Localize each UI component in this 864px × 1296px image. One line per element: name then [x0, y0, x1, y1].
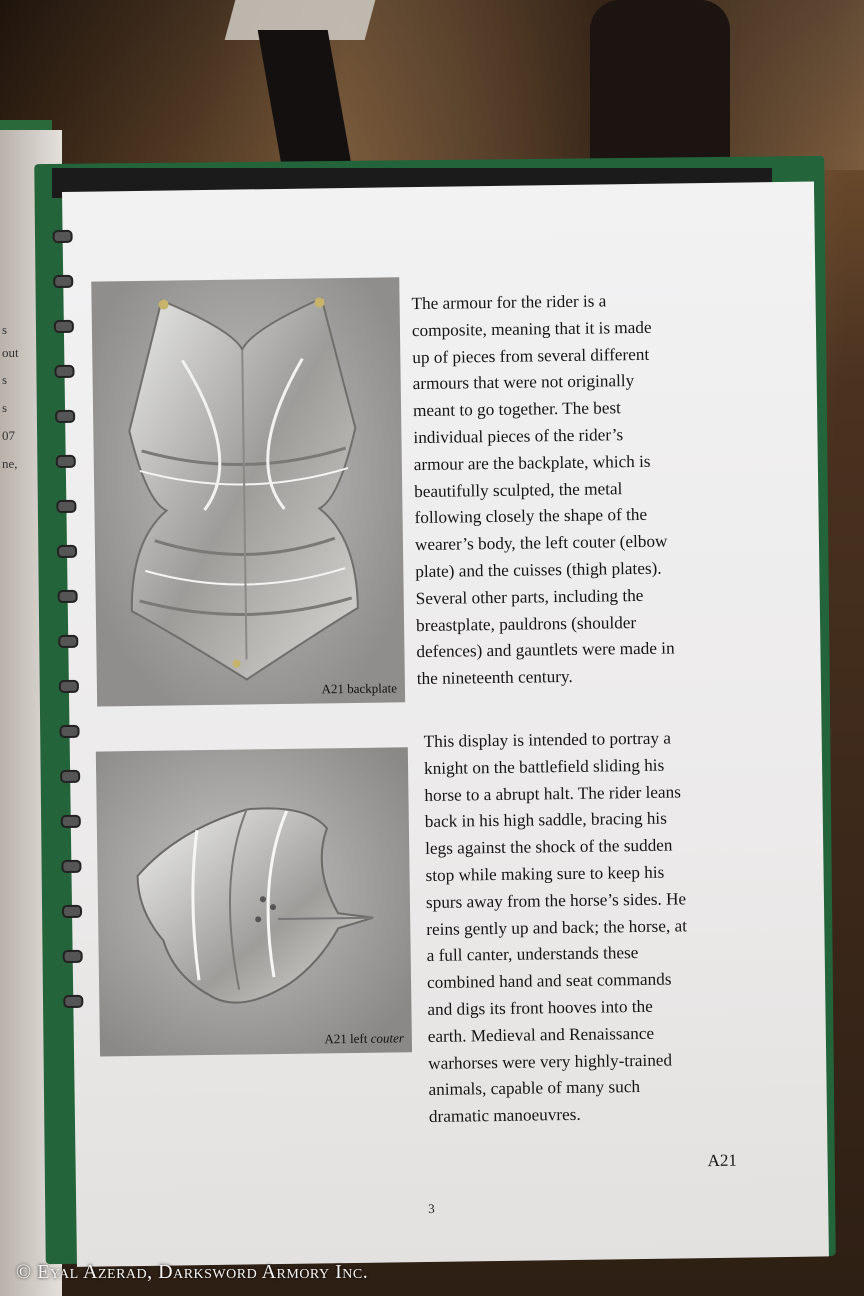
text-line: back in his high saddle, bracing his	[424, 809, 667, 832]
text-line: animals, capable of many such	[428, 1077, 641, 1100]
text-line: reins gently up and back; the horse, at	[426, 915, 688, 939]
text-line: a full canter, understands these	[426, 943, 639, 966]
text-line: following closely the shape of the	[414, 505, 648, 528]
photo-caption-main: A21 left	[324, 1030, 371, 1047]
museum-background	[0, 0, 864, 170]
text-line: the nineteenth century.	[416, 667, 573, 689]
spiral-coil	[55, 410, 75, 423]
left-page-fragment: out	[2, 345, 19, 360]
spiral-coil	[58, 590, 78, 603]
text-line: horse to a abrupt halt. The rider leans	[424, 782, 682, 805]
text-line: legs against the shock of the sudden	[425, 835, 673, 859]
text-line: This display is intended to portray a	[423, 728, 672, 752]
couter-photo	[96, 747, 412, 1056]
text-line: Several other parts, including the	[415, 585, 644, 608]
spiral-coil	[56, 455, 76, 468]
spiral-coil	[59, 680, 79, 693]
spiral-coil	[63, 995, 83, 1008]
text-line: defences) and gauntlets were made in	[416, 638, 675, 662]
text-line: individual pieces of the rider’s	[413, 425, 624, 448]
text-line: beautifully sculpted, the metal	[414, 478, 623, 501]
visitor-silhouette	[590, 0, 730, 170]
spiral-coil	[61, 860, 81, 873]
backplate-armour-illustration	[91, 277, 405, 706]
left-page-fragment: ne,	[2, 456, 18, 471]
spiral-coil	[58, 635, 78, 648]
photo-caption	[324, 1030, 404, 1047]
paragraph-display-description	[424, 724, 770, 1131]
photo-caption-italic: couter	[370, 1030, 404, 1046]
spiral-coil	[63, 950, 83, 963]
spiral-coil	[56, 500, 76, 513]
couter-armour-illustration	[96, 747, 412, 1056]
left-page-fragment: 07	[2, 428, 15, 443]
photo-caption: A21 backplate	[321, 680, 398, 697]
text-line: The armour for the rider is a	[411, 291, 607, 314]
spiral-coil	[53, 230, 73, 243]
text-line: combined hand and seat commands	[426, 969, 672, 993]
text-line: and digs its front hooves into the	[427, 996, 653, 1019]
right-page	[62, 182, 829, 1267]
text-line: earth. Medieval and Renaissance	[427, 1023, 655, 1046]
left-page-fragment: s	[2, 372, 8, 387]
paragraph-armour-composite	[411, 287, 747, 694]
spiral-coil	[59, 725, 79, 738]
text-line: composite, meaning that it is made	[411, 317, 652, 340]
spiral-coil	[62, 905, 82, 918]
left-page-fragment: s	[2, 400, 8, 415]
copyright-watermark: © Eyal Azerad, Darksword Armory Inc.	[16, 1261, 369, 1283]
left-page-fragment: s	[2, 322, 8, 337]
spiral-coil	[61, 815, 81, 828]
text-line: dramatic manoeuvres.	[428, 1105, 581, 1127]
text-line: plate) and the cuisses (thigh plates).	[415, 558, 662, 582]
spiral-coil	[60, 770, 80, 783]
text-line: meant to go together. The best	[412, 398, 621, 421]
exhibit-id: A21	[707, 1150, 737, 1171]
spiral-coil	[54, 365, 74, 378]
page-number: 3	[428, 1200, 435, 1216]
text-line: armours that were not originally	[412, 371, 635, 394]
spiral-coil	[54, 320, 74, 333]
text-line: stop while making sure to keep his	[425, 862, 665, 885]
text-line: armour are the backplate, which is	[413, 451, 651, 474]
text-line: spurs away from the horse’s sides. He	[425, 889, 687, 912]
text-line: warhorses were very highly-trained	[428, 1050, 673, 1073]
text-line: up of pieces from several different	[412, 344, 650, 367]
text-line: breastplate, pauldrons (shoulder	[415, 612, 637, 635]
backplate-photo	[91, 277, 405, 706]
text-line: knight on the battlefield sliding his	[423, 755, 665, 778]
text-line: wearer’s body, the left couter (elbow	[414, 531, 668, 555]
spiral-coil	[57, 545, 77, 558]
spiral-coil	[53, 275, 73, 288]
